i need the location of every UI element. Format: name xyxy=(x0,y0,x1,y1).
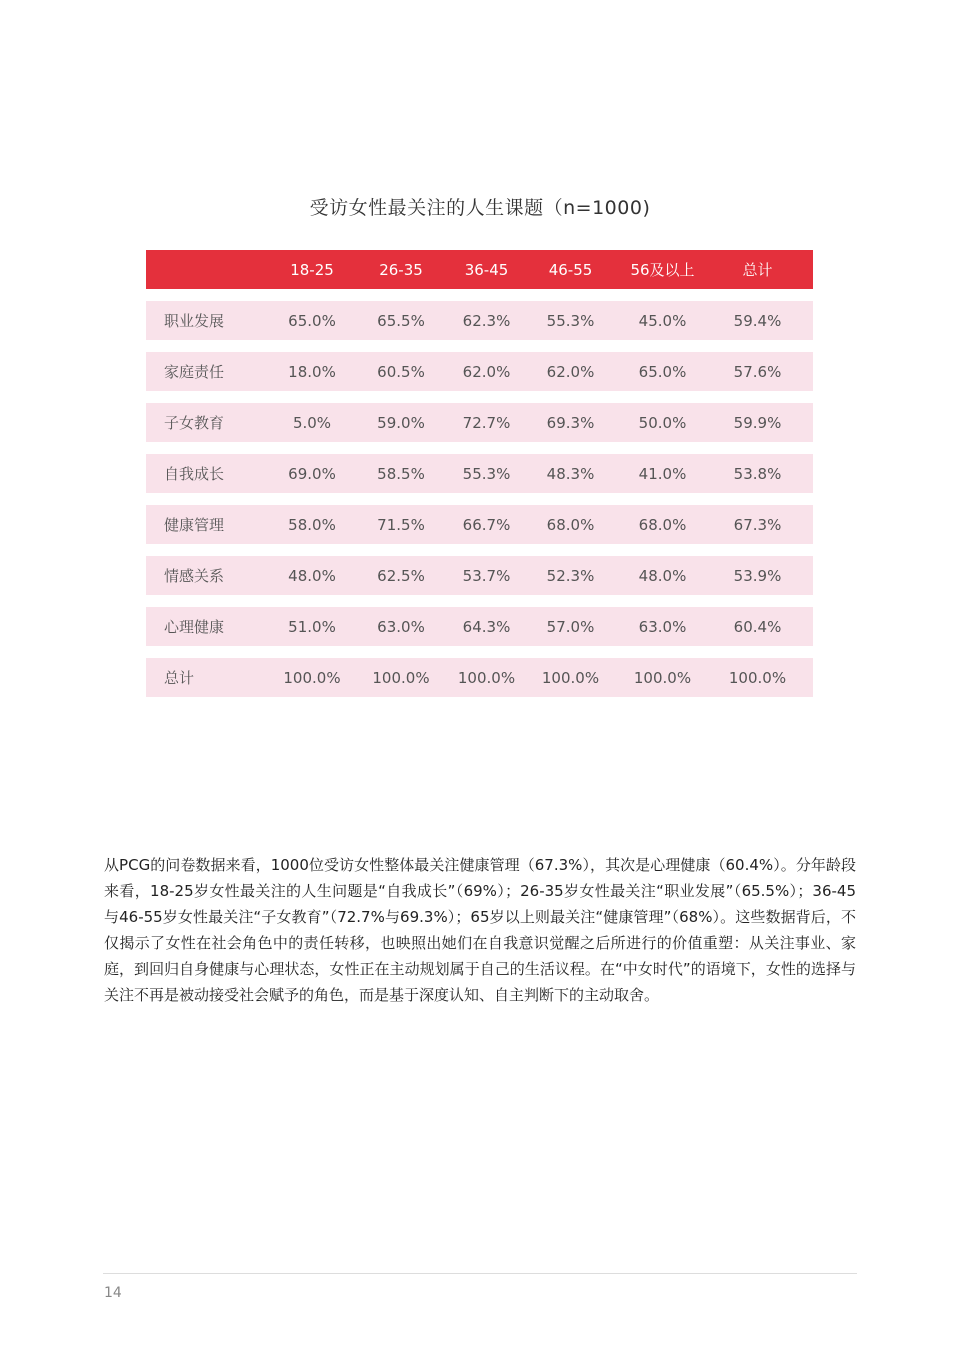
data-table xyxy=(146,250,813,709)
table-cell: 5.0% xyxy=(292,413,332,432)
table-cell: 62.3% xyxy=(462,311,511,330)
table-row xyxy=(146,352,813,391)
table-cell: 68.0% xyxy=(638,515,687,534)
table-cell: 63.0% xyxy=(377,617,425,636)
table-cell: 60.5% xyxy=(377,362,425,381)
table-cell: 45.0% xyxy=(638,311,687,330)
header-cell: 56及以上 xyxy=(630,261,695,279)
row-label: 情感关系 xyxy=(164,567,225,585)
table-cell: 64.3% xyxy=(462,617,511,636)
table-title: 受访女性最关注的人生课题（n=1000) xyxy=(309,197,651,219)
table-cell: 59.0% xyxy=(377,413,425,432)
table-cell: 53.7% xyxy=(462,566,511,585)
row-label: 家庭责任 xyxy=(164,363,225,381)
table-cell: 72.7% xyxy=(462,413,511,432)
table-cell: 52.3% xyxy=(546,566,595,585)
table-cell: 55.3% xyxy=(462,464,511,483)
table-cell: 66.7% xyxy=(462,515,511,534)
row-label: 心理健康 xyxy=(164,618,225,636)
footer-divider xyxy=(103,1273,857,1274)
table-cell: 65.5% xyxy=(377,311,425,330)
table-cell: 51.0% xyxy=(288,617,336,636)
table-cell: 50.0% xyxy=(638,413,687,432)
table-cell: 69.0% xyxy=(288,464,336,483)
table-row xyxy=(146,454,813,493)
table-cell: 48.0% xyxy=(288,566,336,585)
page-number: 14 xyxy=(104,1285,122,1301)
table-cell: 100.0% xyxy=(541,668,600,687)
header-cell: 26-35 xyxy=(379,260,423,279)
table-cell: 65.0% xyxy=(288,311,336,330)
table-cell: 67.3% xyxy=(733,515,782,534)
table-cell: 100.0% xyxy=(457,668,516,687)
table-cell: 48.0% xyxy=(638,566,687,585)
table-cell: 68.0% xyxy=(546,515,595,534)
table-cell: 57.6% xyxy=(733,362,782,381)
table-cell: 62.5% xyxy=(377,566,425,585)
table-cell: 62.0% xyxy=(546,362,595,381)
table-cell: 48.3% xyxy=(546,464,595,483)
table-cell: 69.3% xyxy=(546,413,595,432)
table-cell: 53.8% xyxy=(733,464,782,483)
table-cell: 53.9% xyxy=(733,566,782,585)
table-cell: 58.5% xyxy=(377,464,425,483)
table-row xyxy=(146,301,813,340)
table-cell: 100.0% xyxy=(283,668,341,687)
row-label: 健康管理 xyxy=(164,516,225,534)
row-label: 子女教育 xyxy=(164,414,225,432)
table-total-row xyxy=(146,658,813,697)
row-label: 职业发展 xyxy=(164,312,225,330)
table-cell: 65.0% xyxy=(638,362,687,381)
table-row xyxy=(146,607,813,646)
table-cell: 55.3% xyxy=(546,311,595,330)
table-cell: 57.0% xyxy=(546,617,595,636)
table-row xyxy=(146,505,813,544)
table-cell: 41.0% xyxy=(638,464,687,483)
table-cell: 59.4% xyxy=(733,311,782,330)
table-cell: 71.5% xyxy=(377,515,425,534)
header-cell: 36-45 xyxy=(464,260,509,279)
table-cell: 100.0% xyxy=(728,668,787,687)
header-cell: 18-25 xyxy=(290,260,334,279)
table-row xyxy=(146,556,813,595)
row-label: 自我成长 xyxy=(164,465,225,483)
header-cell: 总计 xyxy=(742,261,773,279)
table-cell: 18.0% xyxy=(288,362,336,381)
table-cell: 63.0% xyxy=(638,617,687,636)
table-cell: 62.0% xyxy=(462,362,511,381)
body-paragraph: 从PCG的问卷数据来看，1000位受访女性整体最关注健康管理（67.3%），其次是心理健康（60.4%）。分年龄段来看，18-25岁女性最关注的人生问题是“自我成长”（69%）；26-35岁女性最关注“职业发展”（65.5%）；36-45与46-55岁女性最关注“子女教育”（72.7%与69.3%）；65岁以上则最关注“健康管理”（68%）。这些数据背后，不仅揭示了女性在社会角色中的责任转移，也映照出她们在自我意识觉醒之后所进行的价值重塑：从关注事业、家庭，到回归自身健康与心理状态，女性正在主动规划属于自己的生活议程。在“中女时代”的语境下，女性的选择与关注不再是被动接受社会赋予的角色，而是基于深度认知、自主判断下的主动取舍。 xyxy=(104,856,856,1004)
header-cell: 46-55 xyxy=(548,260,593,279)
row-label: 总计 xyxy=(164,669,195,687)
table-cell: 60.4% xyxy=(733,617,782,636)
table-cell: 100.0% xyxy=(633,668,692,687)
table-row xyxy=(146,403,813,442)
table-header-row xyxy=(146,250,813,289)
table-cell: 59.9% xyxy=(733,413,782,432)
table-cell: 100.0% xyxy=(372,668,430,687)
table-cell: 58.0% xyxy=(288,515,336,534)
